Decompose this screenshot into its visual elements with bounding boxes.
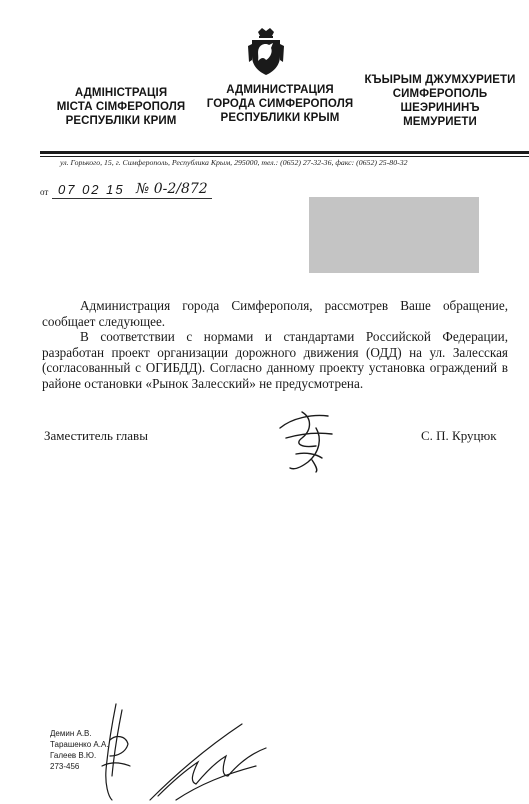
org-line: АДМИНИСТРАЦИЯ: [226, 84, 334, 96]
org-line: ШЕЭРИНИНЪ: [400, 102, 480, 114]
crimea-coat-of-arms-icon: [246, 26, 286, 78]
org-line: СИМФЕРОПОЛЬ: [392, 88, 488, 100]
reference-prefix: от: [40, 187, 49, 197]
signatory-name: С. П. Круцюк: [421, 428, 497, 443]
header-divider-thin: [40, 156, 529, 157]
org-line: РЕСПУБЛИКИ КРЫМ: [220, 112, 340, 124]
executor-line: Демин А.В.: [50, 729, 92, 738]
org-line: АДМІНІСТРАЦІЯ: [74, 87, 168, 99]
org-line: РЕСПУБЛІКИ КРИМ: [65, 115, 177, 127]
reference-underline: [52, 198, 212, 199]
org-line: ГОРОДА СИМФЕРОПОЛЯ: [206, 98, 354, 110]
organization-name-crimean-tatar: [360, 73, 520, 129]
org-line: МЕМУРИЕТИ: [403, 116, 477, 128]
body-paragraph: В соответствии с нормами и стандартами Российской Федерации, разработан проект организации дорожного движения (ОДД) на ул. Залесская (согласованный с ОГИБДД). Согласно данному проекту установка ограждений в районе остановки «Рынок Залесский» не предусмотрена.: [42, 329, 508, 391]
reference-number: № 0-2/872: [136, 181, 208, 197]
organization-name-russian: [196, 83, 364, 125]
executor-line: Галеев В.Ю.: [50, 751, 97, 760]
handwritten-signature: [272, 408, 342, 474]
org-line: КЪЫРЫМ ДЖУМХУРИЕТИ: [364, 74, 516, 86]
letter-body: [42, 298, 508, 392]
body-paragraph: Администрация города Симферополя, рассмотрев Ваше обращение, сообщает следующее.: [42, 298, 508, 329]
org-line: МІСТА СІМФЕРОПОЛЯ: [56, 101, 186, 113]
executor-line: 273-456: [50, 762, 80, 771]
letterhead-address: ул. Горького, 15, г. Симферополь, Республика Крым, 295000, тел.: (0652) 27-32-36, факс: (0652) 25-80-32: [60, 158, 408, 167]
outgoing-reference: [40, 181, 240, 203]
signatory-title: Заместитель главы: [44, 428, 148, 443]
organization-name-ukrainian: [48, 86, 194, 128]
handwritten-scribble: [96, 700, 136, 804]
header-divider: [40, 151, 529, 154]
reference-date: 07 02 15: [58, 182, 125, 197]
handwritten-scribble: [146, 714, 272, 804]
executor-line: Тарашенко А.А.: [50, 740, 109, 749]
redacted-recipient-block: [309, 197, 479, 273]
